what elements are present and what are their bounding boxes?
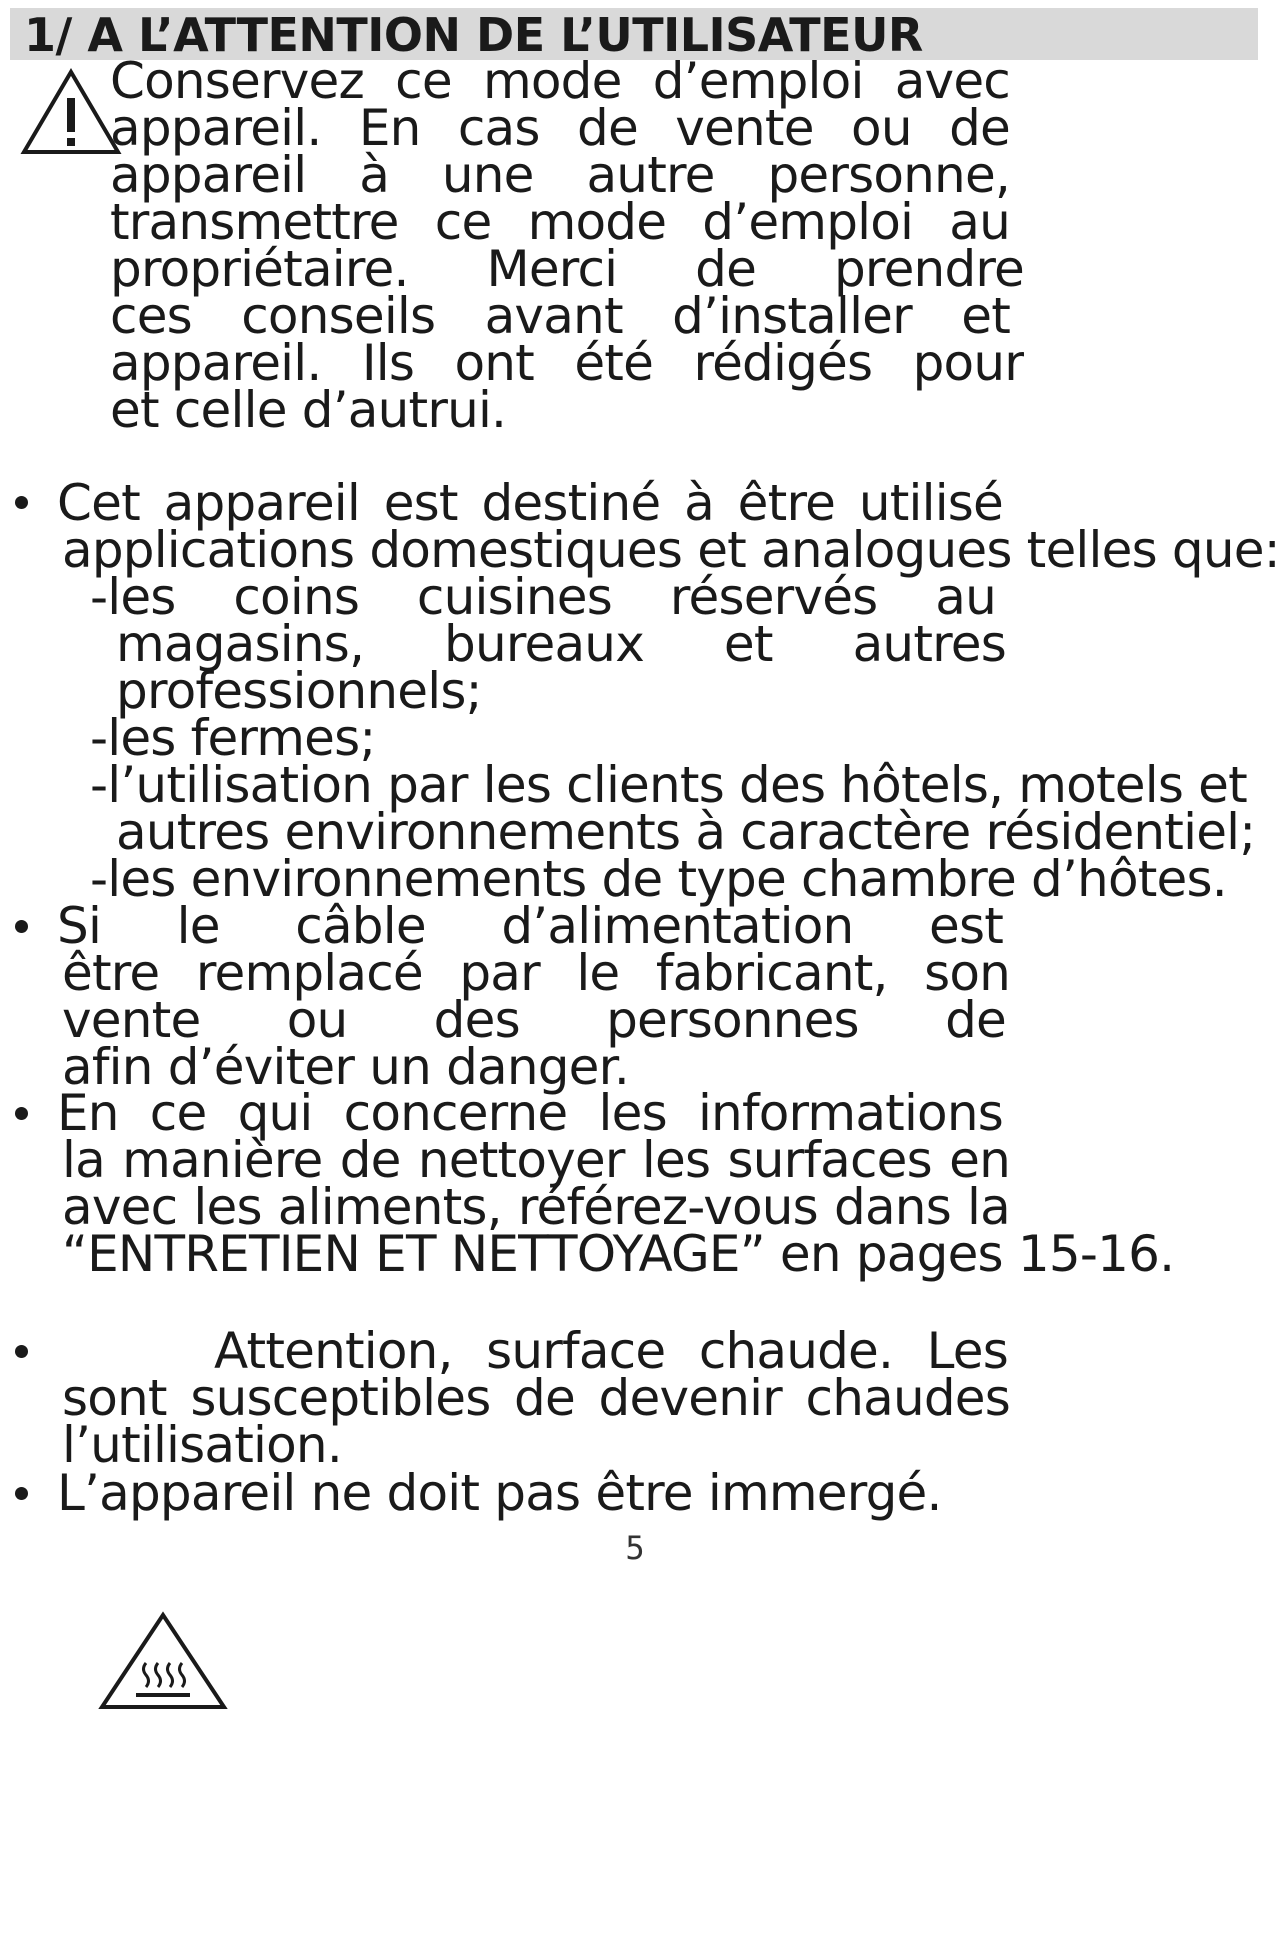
bullet-dot	[15, 1345, 28, 1358]
intro-line: propriétaire. Merci de prendre	[110, 240, 1024, 298]
intro-line: transmettre ce mode d’emploi au	[110, 193, 1010, 251]
usage-sub-item: -les fermes;	[90, 709, 376, 767]
cable-line: afin d’éviter un danger.	[62, 1038, 629, 1096]
bullet-dot	[15, 920, 28, 933]
intro-line: et celle d’autrui.	[110, 381, 507, 439]
usage-sub-item: magasins, bureaux et autres	[116, 615, 1006, 673]
cable-line: être remplacé par le fabricant, son	[62, 944, 1010, 1002]
hot-surface-line: l’utilisation.	[62, 1416, 342, 1474]
section-title: 1/ A L’ATTENTION DE L’UTILISATEUR	[24, 8, 923, 62]
cable-line: vente ou des personnes de	[62, 991, 1006, 1049]
intro-line: appareil. En cas de vente ou de	[110, 99, 1010, 157]
intro-line: appareil à une autre personne,	[110, 146, 1010, 204]
cleaning-line: avec les aliments, référez-vous dans la	[62, 1178, 1010, 1236]
cleaning-line: En ce qui concerne les informations	[57, 1084, 1003, 1142]
bullet-dot	[15, 1487, 28, 1500]
hot-surface-icon	[98, 1611, 228, 1711]
intro-line: Conservez ce mode d’emploi avec	[110, 52, 1010, 110]
cable-line: Si le câble d’alimentation est	[57, 897, 1003, 955]
usage-sub-item: -les coins cuisines réservés au	[90, 568, 996, 626]
usage-sub-item: -l’utilisation par les clients des hôtels, motels et	[90, 756, 1247, 814]
bullet-dot	[15, 1107, 28, 1120]
cleaning-line: la manière de nettoyer les surfaces en	[62, 1131, 1010, 1189]
intro-line: ces conseils avant d’installer et	[110, 287, 1010, 345]
usage-sub-item: -les environnements de type chambre d’hôtes.	[90, 850, 1227, 908]
warning-triangle-icon	[20, 68, 122, 156]
bullet-dot	[15, 496, 28, 509]
cleaning-line: “ENTRETIEN ET NETTOYAGE” en pages 15-16.	[62, 1225, 1175, 1283]
usage-line: Cet appareil est destiné à être utilisé	[57, 474, 1003, 532]
hot-surface-line: sont susceptibles de devenir chaudes	[62, 1369, 1010, 1427]
intro-line: appareil. Ils ont été rédigés pour	[110, 334, 1024, 392]
usage-sub-item: professionnels;	[116, 662, 482, 720]
usage-line: applications domestiques et analogues telles que:	[62, 521, 1280, 579]
usage-sub-item: autres environnements à caractère résidentiel;	[116, 803, 1256, 861]
immersion-line: L’appareil ne doit pas être immergé.	[57, 1464, 942, 1522]
page-number: 5	[625, 1529, 645, 1567]
hot-surface-line: Attention, surface chaude. Les	[214, 1322, 1008, 1380]
